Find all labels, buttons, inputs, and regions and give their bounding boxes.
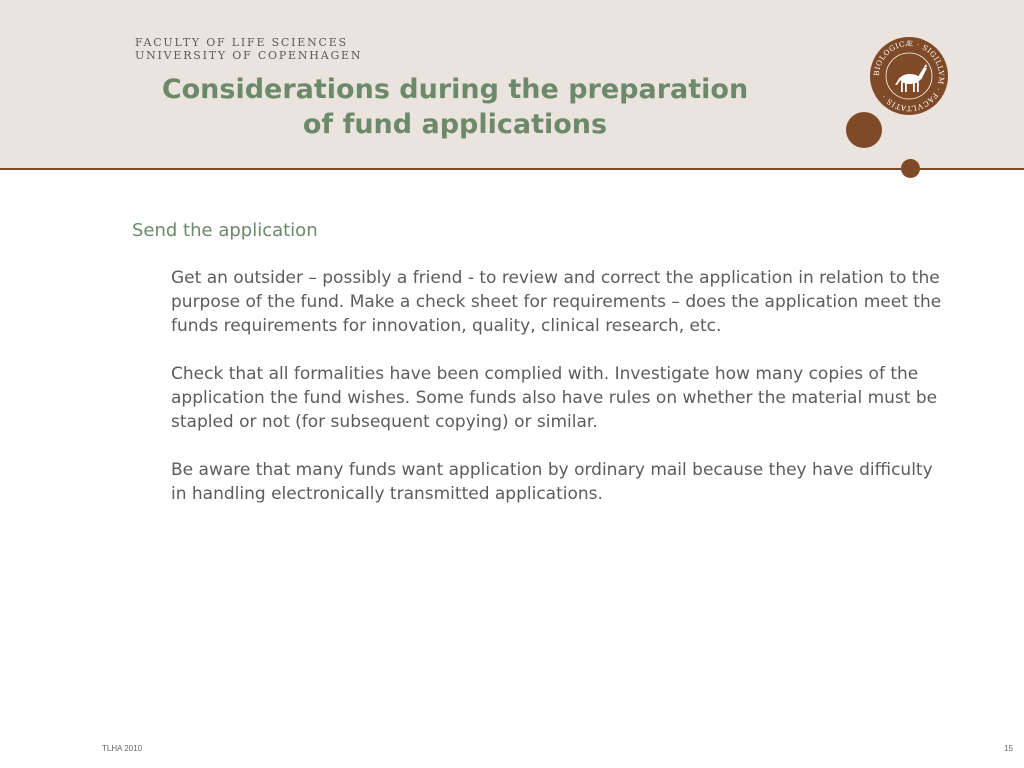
decorative-dot-small	[901, 159, 920, 178]
header-divider	[0, 168, 1024, 170]
paragraph-mail: Be aware that many funds want application by ordinary mail because they have difficulty in handling electronically transmitted applications.	[171, 460, 933, 504]
faculty-wordmark	[135, 36, 362, 62]
body-text	[171, 266, 951, 530]
slide-title-line-1: Considerations during the preparation	[161, 74, 749, 105]
page-number: 15	[1004, 744, 1013, 753]
paragraph-formalities: Check that all formalities have been complied with. Investigate how many copies of the application the fund wishes. Some funds also have rules on whether the material must be stapled or not (for subsequent copying) or similar.	[171, 364, 938, 432]
slide-title	[130, 72, 780, 142]
slide-title-line-2: of fund applications	[302, 109, 608, 140]
decorative-dot-large	[846, 112, 882, 148]
slide-header	[0, 0, 1024, 168]
paragraph-review: Get an outsider – possibly a friend - to review and correct the application in relation to the purpose of the fund. Make a check sheet for requirements – does the application meet the funds requirements for innovation, quality, clinical research, etc.	[171, 268, 942, 336]
footer-author-year: TLHA 2010	[102, 744, 143, 753]
seal-text: BIOLOGICÆ · SIGILLVM · FACVLTATIS ·	[871, 38, 947, 114]
section-heading: Send the application	[132, 220, 318, 241]
university-name: UNIVERSITY OF COPENHAGEN	[135, 49, 363, 62]
faculty-name: FACULTY OF LIFE SCIENCES	[135, 36, 348, 49]
faculty-seal-logo	[869, 36, 949, 116]
